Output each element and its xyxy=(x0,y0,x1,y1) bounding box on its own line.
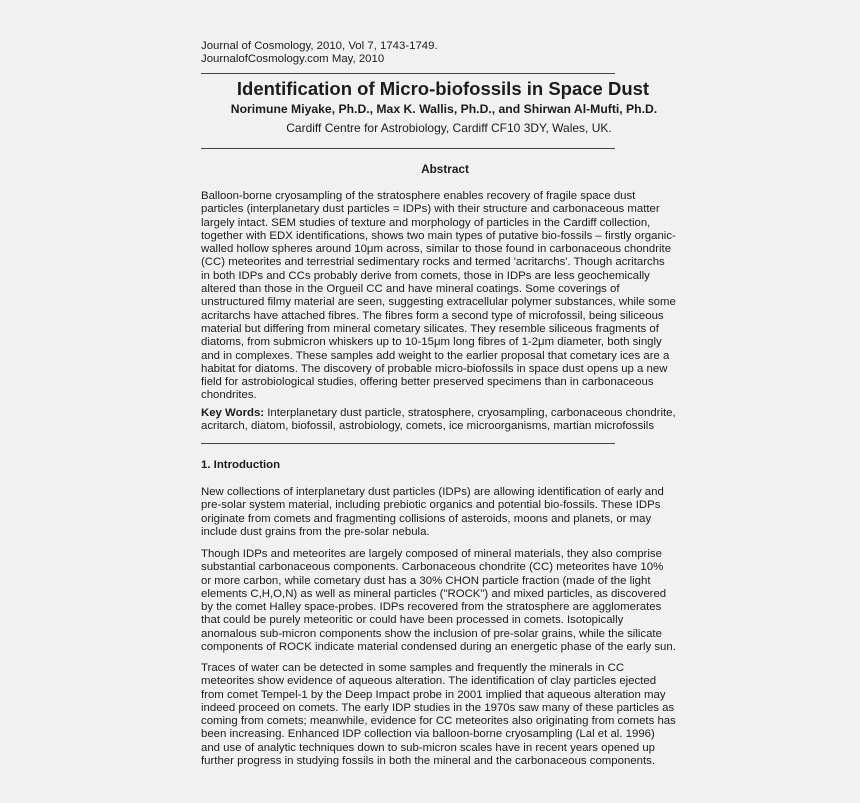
intro-paragraph-2 xyxy=(201,548,676,654)
paragraph-line: coming from comets; meanwhile, evidence for CC meteorites also originating from comets has xyxy=(201,715,676,728)
author-list: Norimune Miyake, Ph.D., Max K. Wallis, Ph.D., and Shirwan Al-Mufti, Ph.D. xyxy=(230,102,658,116)
abstract-body xyxy=(201,190,676,403)
paragraph-line: substantial carbonaceous components. Carbonaceous chondrite (CC) meteorites have 10% xyxy=(201,561,664,574)
abstract-line: and in complexes. These samples add weight to the earlier proposal that cometary ices are a xyxy=(201,349,670,362)
abstract-line: material but differing from mineral cometary silicates. They resemble siliceous fragments of xyxy=(201,322,659,335)
abstract-line: diatoms, from submicron whiskers up to 10-15μm long fibres of 1-2μm diameter, both singly xyxy=(201,336,662,349)
paragraph-line: elements C,H,O,N) as well as mineral particles ("ROCK") and mixed particles, as discovered xyxy=(201,587,667,600)
intro-paragraph-1 xyxy=(201,486,664,539)
paragraph-line: pre-solar system material, including prebiotic organics and potential bio-fossils. These IDPs xyxy=(201,499,661,512)
paragraph-line: indeed proceed on comets. The early IDP studies in the 1970s saw many of these particles as xyxy=(201,701,675,714)
abstract-line: field for astrobiological studies, offering better preserved specimens than in carbonaceous xyxy=(201,376,654,389)
abstract-heading: Abstract xyxy=(421,162,469,176)
abstract-line: habitat for diatoms. The discovery of probable micro-biofossils in space dust opens up a new xyxy=(201,362,668,375)
abstract-line: walled hollow spheres around 10μm across, similar to those found in carbonaceous chondrite xyxy=(201,243,672,256)
paragraph-line: further progress in studying fossils in both the mineral and the carbonaceous components. xyxy=(201,755,655,768)
abstract-line: chondrites. xyxy=(201,389,257,402)
abstract-line: unstructured filmy material are seen, suggesting extracellular polymer substances, while some xyxy=(201,296,676,309)
abstract-line: together with EDX identifications, shows two main types of putative bio-fossils – firstly organic- xyxy=(201,229,676,242)
keywords-text-2: acritarch, diatom, biofossil, astrobiology, comets, ice microorganisms, martian microfossils xyxy=(201,420,655,433)
paragraph-line: New collections of interplanetary dust particles (IDPs) are allowing identification of early and xyxy=(201,486,664,498)
paragraph-line: anomalous sub-micron components show the inclusion of pre-solar grains, while the silicate xyxy=(201,627,662,640)
paragraph-line: and use of analytic techniques down to sub-micron scales have in recent years opened up xyxy=(201,741,656,754)
paragraph-line: meteorites show evidence of aqueous alteration. The identification of clay particles ejected xyxy=(201,675,657,688)
journal-citation: Journal of Cosmology, 2010, Vol 7, 1743-1749. xyxy=(201,40,438,52)
paragraph-line: Though IDPs and meteorites are largely composed of mineral materials, they also comprise xyxy=(201,548,662,560)
divider-affiliation xyxy=(201,148,615,149)
abstract-line: acritarchs have attached fibres. The fibres form a second type of microfossil, being siliceous xyxy=(201,309,664,322)
paragraph-line: that could be purely meteoritic or could have been processed in comets. Isotopically xyxy=(201,614,624,627)
abstract-line: largely intact. SEM studies of texture and morphology of particles in the Cardiff collection, xyxy=(201,216,651,229)
keywords-line-1 xyxy=(201,407,676,420)
section-heading-introduction: 1. Introduction xyxy=(201,459,281,471)
paragraph-line: by the comet Halley space-probes. IDPs recovered from the stratosphere are agglomerates xyxy=(201,601,662,614)
paragraph-line: from comet Tempel-1 by the Deep Impact probe in 2001 implied that aqueous alteration may xyxy=(201,688,666,701)
abstract-line: altered than those in the Orgueil CC and have mineral coatings. Some coverings of xyxy=(201,283,620,296)
paragraph-line: originate from comets and fragmenting collisions of asteroids, moons and planets, or may xyxy=(201,512,652,525)
abstract-line: (CC) meteorites and terrestrial sedimentary rocks and termed 'acritarchs'. Though acritarchs xyxy=(201,256,665,269)
paragraph-line: include dust grains from the pre-solar nebula. xyxy=(201,525,430,538)
divider-top xyxy=(201,73,615,74)
journal-site-date: JournalofCosmology.com May, 2010 xyxy=(201,53,385,65)
affiliation: Cardiff Centre for Astrobiology, Cardiff CF10 3DY, Wales, UK. xyxy=(286,121,612,135)
paragraph-line: been increasing. Enhanced IDP collection via balloon-borne cryosampling (Lal et al. 1996) xyxy=(201,728,655,741)
intro-paragraph-3 xyxy=(201,662,676,768)
abstract-line: particles (interplanetary dust particles = IDPs) with their structure and carbonaceous matter xyxy=(201,203,660,216)
keywords-label: Key Words: xyxy=(201,407,265,419)
paragraph-line: Traces of water can be detected in some samples and frequently the minerals in CC xyxy=(201,662,625,674)
abstract-line: in both IDPs and CCs probably derive from comets, those in IDPs are less geochemically xyxy=(201,269,650,282)
paragraph-line: or more carbon, while cometary dust has a 30% CHON particle fraction (made of the light xyxy=(201,574,651,587)
divider-keywords xyxy=(201,443,615,444)
keywords-block xyxy=(201,407,676,434)
paper-title: Identification of Micro-biofossils in Space Dust xyxy=(236,78,650,99)
keywords-text-1: Interplanetary dust particle, stratosphere, cryosampling, carbonaceous chondrite, xyxy=(264,407,676,419)
abstract-line: Balloon-borne cryosampling of the stratosphere enables recovery of fragile space dust xyxy=(201,190,636,202)
paragraph-line: components of ROCK indicate material condensed during an energetic phase of the early sun. xyxy=(201,641,676,654)
